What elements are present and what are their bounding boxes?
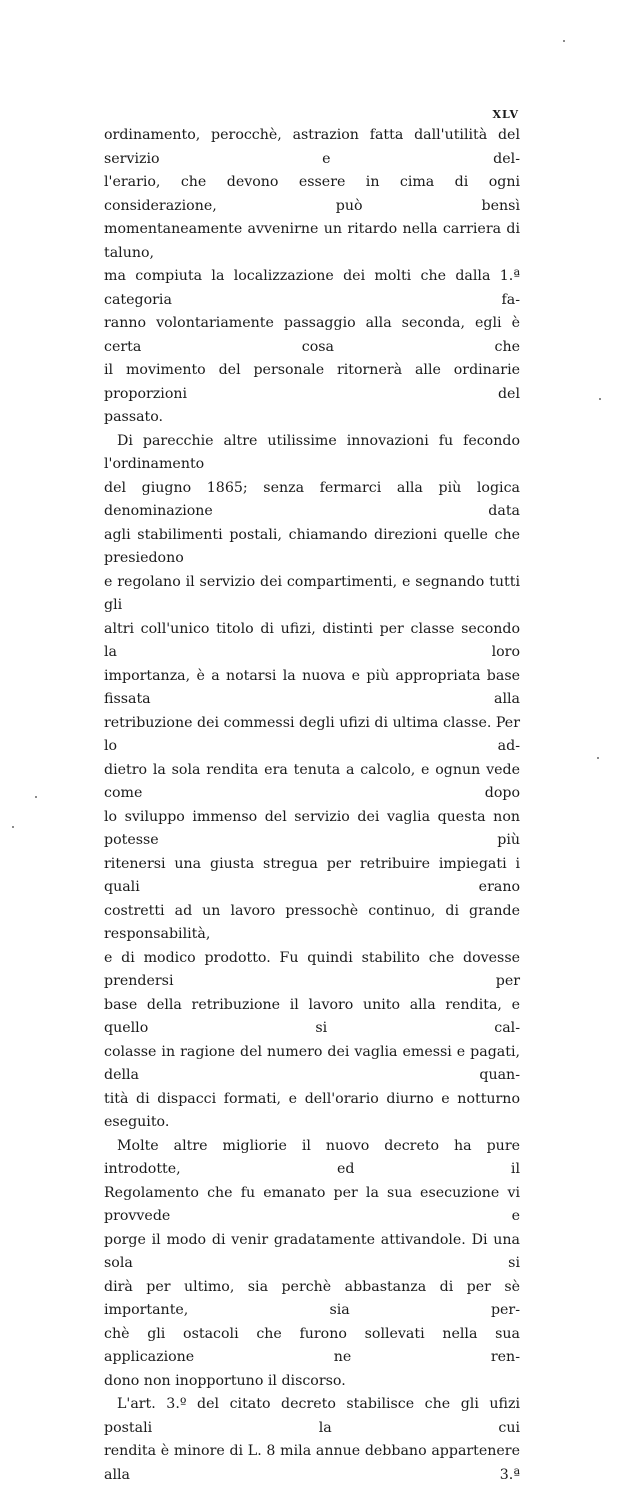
text-line: dono non inopportuno il discorso. [104,1372,346,1389]
text-line: costretti ad un lavoro pressochè continuo, di grande responsabilità, [104,902,520,942]
text-line: rendita è minore di L. 8 mila annue debbano appartenere alla 3.ª [104,1443,520,1483]
text-line: base della retribuzione il lavoro unito alla rendita, e quello si cal- [104,996,520,1036]
text-line: dietro la sola rendita era tenuta a calcolo, e ognun vede come dopo [104,761,520,801]
paragraph [104,1135,520,1394]
paragraph [104,430,520,1135]
text-line: e di modico prodotto. Fu quindi stabilito che dovesse prendersi per [104,949,520,989]
text-line: e regolano il servizio dei compartimenti, e segnando tutti gli [104,573,520,613]
text-line: ordinamento, perocchè, astrazion fatta dall'utilità del servizio e del- [104,127,520,167]
text-line: dirà per ultimo, sia perchè abbastanza di per sè importante, sia per- [104,1278,520,1318]
scan-speck [35,796,37,798]
text-line: Molte altre migliorie il nuovo decreto ha pure introdotte, ed il [104,1137,520,1177]
paragraph [104,1393,520,1487]
text-line: ranno volontariamente passaggio alla seconda, egli è certa cosa che [104,315,520,355]
text-line: altri coll'unico titolo di ufizi, distinti per classe secondo la loro [104,620,520,660]
body-text [104,124,520,1487]
scan-speck [597,757,599,759]
page-number: XLV [492,108,519,121]
text-line: il movimento del personale ritornerà alle ordinarie proporzioni del [104,362,520,402]
text-line: importanza, è a notarsi la nuova e più appropriata base fissata alla [104,667,520,707]
text-line: chè gli ostacoli che furono sollevati nella sua applicazione ne ren- [104,1325,520,1365]
text-line: retribuzione dei commessi degli ufizi di ultima classe. Per lo ad- [104,714,520,754]
text-line: agli stabilimenti postali, chiamando direzioni quelle che presiedono [104,526,520,566]
paragraph [104,124,520,430]
scan-speck [12,826,14,828]
text-line: Regolamento che fu emanato per la sua esecuzione vi provvede e [104,1184,520,1224]
text-line: lo sviluppo immenso del servizio dei vaglia questa non potesse più [104,808,520,848]
text-line: passato. [104,409,164,425]
text-line: L'art. 3.º del citato decreto stabilisce che gli ufizi postali la cui [104,1396,520,1436]
text-line: Di parecchie altre utilissime innovazioni fu fecondo l'ordinamento [104,432,520,472]
text-line: ma compiuta la localizzazione dei molti che dalla 1.ª categoria fa- [104,268,520,308]
text-line: colasse in ragione del numero dei vaglia emessi e pagati, della quan- [104,1043,520,1083]
text-line: porge il modo di venir gradatamente attivandole. Di una sola si [104,1231,520,1271]
text-line: l'erario, che devono essere in cima di ogni considerazione, può bensì [104,174,520,214]
text-line: del giugno 1865; senza fermarci alla più logica denominazione data [104,479,520,519]
text-line: tità di dispacci formati, e dell'orario diurno e notturno eseguito. [104,1090,520,1130]
scan-speck [599,398,601,400]
text-line: ritenersi una giusta stregua per retribuire impiegati i quali erano [104,855,520,895]
text-line: momentaneamente avvenirne un ritardo nella carriera di taluno, [104,221,520,261]
scan-speck [563,40,565,42]
